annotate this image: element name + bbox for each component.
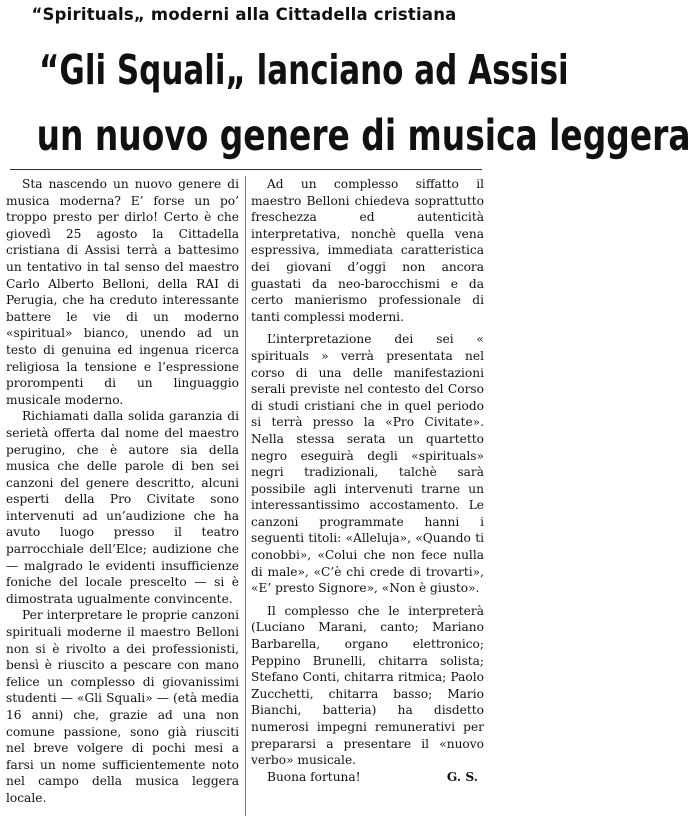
column-divider <box>245 176 246 816</box>
paragraph: Per interpretare le proprie canzoni spirituali moderne il maestro Belloni non si è rivolto a dei professionisti, bensì è riuscito a pescare con mano felice un complesso di giovanissimi studenti — «Gli Squali» — (età media 16 anni) che, grazie ad una non comune passione, sono già riusciti nel breve volgere di pochi mesi a farsi un nome sufficientemente noto nel campo della musica leggera locale. <box>6 608 239 805</box>
paragraph: Il complesso che le interpreterà (Luciano Marani, canto; Mariano Barbarella, organo elettronico; Peppino Brunelli, chitarra solista; Stefano Conti, chitarra ritmica; Paolo Zucchetti, chitarra basso; Mario Bianchi, batteria) ha disdetto numerosi impegni remunerativi per prepararsi a presentare il «nuovo verbo» musicale. <box>251 603 484 768</box>
headline-line-2: un nuovo genere di musica leggera <box>36 111 691 161</box>
paragraph: Richiamati dalla solida garanzia di serietà offerta dal nome del maestro perugino, che è autore sia della musica che delle parole di ben sei canzoni del genere descritto, alcuni esperti della Pro Civitate sono intervenuti ad un’audizione che ha avuto luogo presso il teatro parrocchiale dell’Elce; audizione che — malgrado le evidenti insufficienze foniche del locale prescelto — si è dimostrata ugualmente convincente. <box>6 409 239 606</box>
paragraph: Sta nascendo un nuovo genere di musica moderna? E’ forse un po’ troppo presto per dirlo! Certo è che giovedì 25 agosto la Cittadella cristiana di Assisi terrà a battesimo un tentativo in tal senso del maestro Carlo Alberto Belloni, della RAI di Perugia, che ha creduto interessante battere le vie di un moderno «spiritual» bianco, unendo ad un testo di genuina ed ingenua ricerca religiosa la tensione e l’espressione prorompenti di un linguaggio musicale moderno. <box>6 177 239 407</box>
right-column <box>251 176 484 785</box>
headline-rule <box>10 169 482 170</box>
headline-line-1: “Gli Squali„ lanciano ad Assisi <box>39 46 569 94</box>
paragraph: L’interpretazione dei sei « spirituals » verrà presentata nel corso di una delle manifestazioni serali previste nel contesto del Corso di studi cristiani che in quel periodo si terrà presso la «Pro Civitate». Nella stessa serata un quartetto negro eseguirà degli «spirituals» negri tradizionali, talchè sarà possibile agli intervenuti trarne un interessantissimo accostamento. Le canzoni programmate hanni i seguenti titoli: «Alleluja», «Quando ti conobbi», «Colui che non fece nulla di male», «C’è chi crede di trovarti», «E’ presto Signore», «Non è giusto». <box>251 332 484 596</box>
kicker: “Spirituals„ moderni alla Cittadella cristiana <box>31 5 457 24</box>
left-column <box>6 176 239 807</box>
closing-wish: Buona fortuna! <box>267 769 361 784</box>
paragraph: Ad un complesso siffatto il maestro Belloni chiedeva soprattutto freschezza ed autenticità interpretativa, nonchè quella vena espressiva, immediata caratteristica dei giovani d’oggi non ancora guastati da neo-barocchismi e da certo manierismo professionale di tanti complessi moderni. <box>251 177 484 324</box>
signoff <box>251 769 484 786</box>
author-signature: G. S. <box>446 769 478 784</box>
